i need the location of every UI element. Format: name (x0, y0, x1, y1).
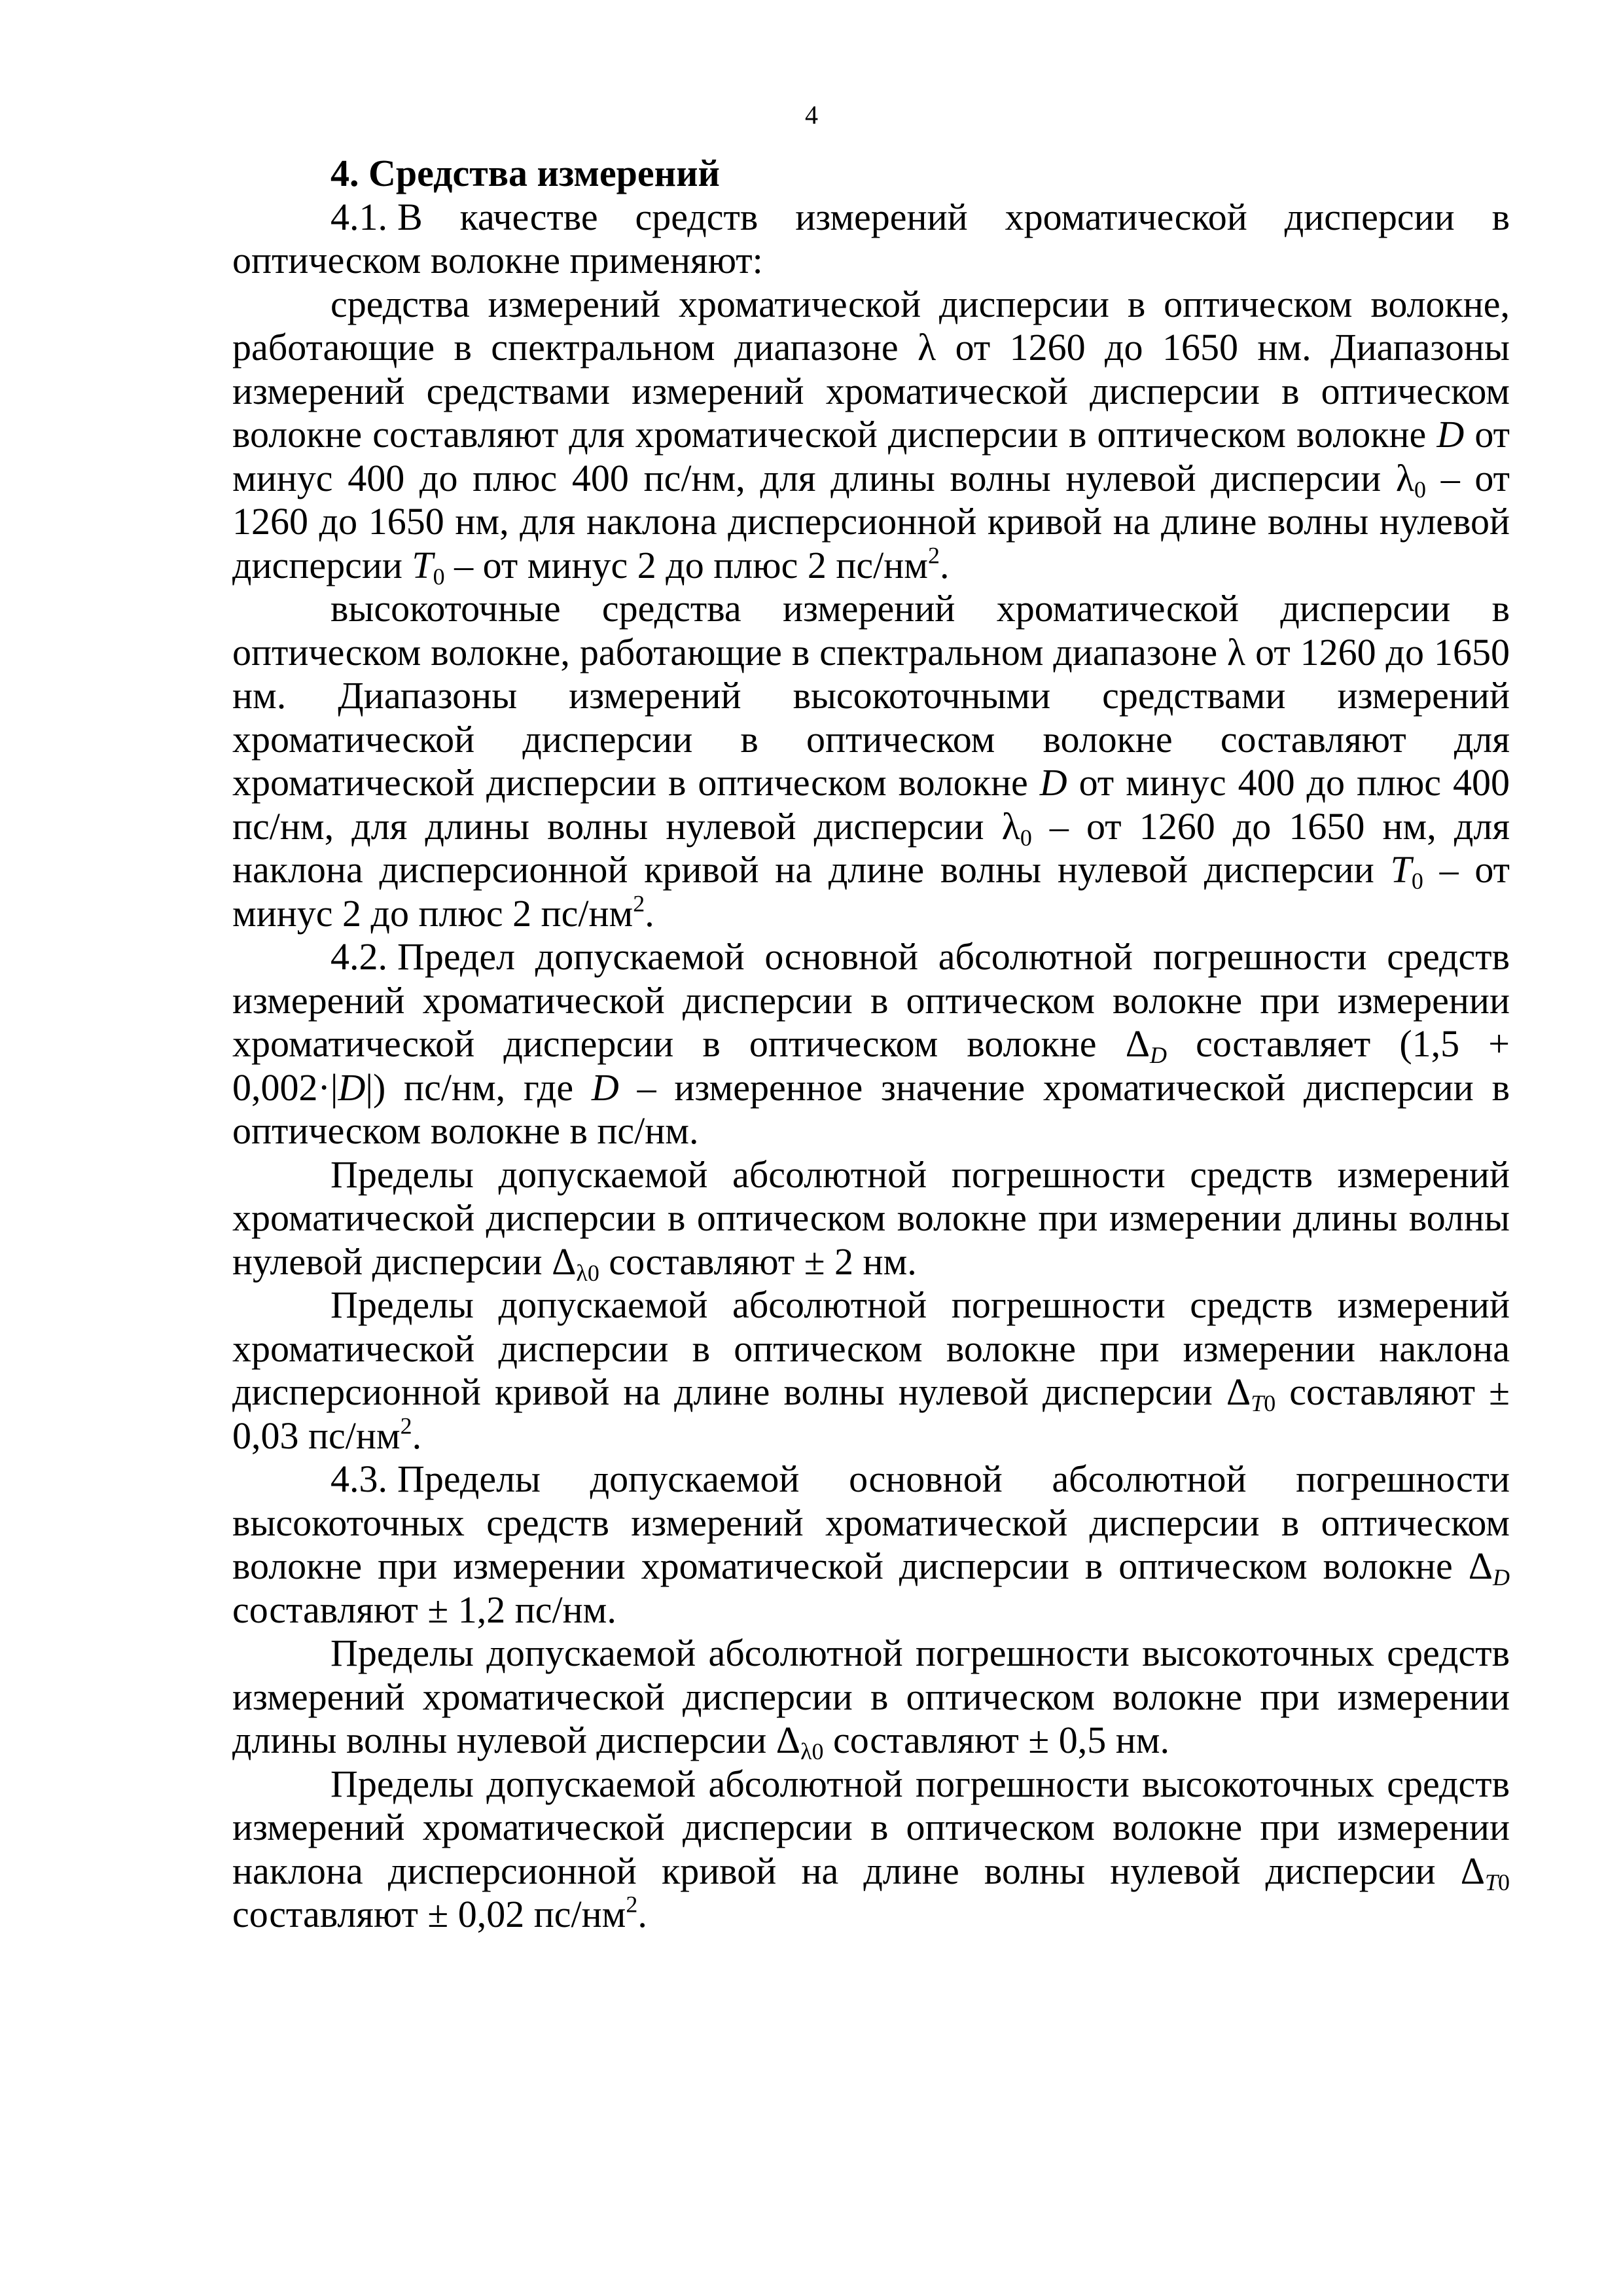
subscript: 0 (1020, 824, 1032, 851)
text-run: Пределы допускаемой абсолютной погрешности высокоточных средств измерений хроматической дисперсии в оптическом волокне при измерении длины волны нулевой дисперсии Δ (232, 1632, 1510, 1761)
superscript: 2 (626, 1891, 638, 1918)
italic-subscript: D (1150, 1042, 1167, 1069)
subscript: 0 (1411, 868, 1423, 895)
paragraph (232, 283, 1510, 588)
italic-symbol: T (412, 543, 433, 586)
italic-symbol: D (591, 1066, 619, 1109)
paragraph-list (232, 196, 1510, 1937)
text-run: составляют ± 2 нм. (599, 1240, 917, 1283)
text-run: от минус 400 до плюс 400 пс/нм, для длины волны нулевой дисперсии λ (232, 761, 1510, 848)
paragraph (232, 1632, 1510, 1763)
paragraph (232, 196, 1510, 283)
section-heading: 4. Средства измерений (330, 152, 720, 194)
text-run: . (645, 891, 654, 935)
clause-number: 4.3. (330, 1458, 387, 1500)
subscript: λ0 (800, 1738, 824, 1765)
text-run: – от минус 2 до плюс 2 пс/нм (444, 543, 928, 586)
text-run: Предел допускаемой основной абсолютной погрешности средств измерений хроматической дисперсии в оптическом волокне при измерении хроматической дисперсии в оптическом волокне Δ (232, 935, 1510, 1065)
text-run: высокоточные средства измерений хроматической дисперсии в оптическом волокне, работающие в спектральном диапазоне λ от 1260 до 1650 нм. Диапазоны измерений высокоточными средствами измерений хроматической дисперсии в оптическом волокне составляют для хроматической дисперсии в оптическом волокне (232, 587, 1510, 804)
italic-subscript: T (1251, 1390, 1264, 1417)
text-run: – от 1260 до 1650 нм, для наклона дисперсионной кривой на длине волны нулевой дисперсии (232, 456, 1510, 586)
superscript: 2 (400, 1412, 412, 1439)
italic-symbol: D (1436, 413, 1465, 456)
subscript: 0 (1498, 1869, 1510, 1895)
paragraph (232, 935, 1510, 1153)
text-run: составляют ± 1,2 пс/нм. (232, 1588, 616, 1631)
superscript: 2 (633, 890, 645, 917)
subscript: 0 (1414, 476, 1426, 503)
italic-symbol: D (1039, 761, 1067, 804)
text-run: от минус 400 до плюс 400 пс/нм, для длины волны нулевой дисперсии λ (232, 413, 1510, 499)
paragraph (232, 1763, 1510, 1937)
text-run: – от 1260 до 1650 нм, для наклона дисперсионной кривой на длине волны нулевой дисперсии (232, 804, 1510, 891)
section-body (232, 152, 1510, 1937)
text-run: . (939, 543, 950, 586)
text-run: Пределы допускаемой абсолютной погрешности средств измерений хроматической дисперсии в оптическом волокне при измерении наклона дисперсионной кривой на длине волны нулевой дисперсии Δ (232, 1283, 1510, 1413)
text-run: – измеренное значение хроматической дисперсии в оптическом волокне в пс/нм. (232, 1066, 1510, 1152)
paragraph (232, 1458, 1510, 1632)
text-run: . (412, 1414, 422, 1457)
text-run: В качестве средств измерений хроматической дисперсии в оптическом волокне применяют: (232, 195, 1510, 281)
superscript: 2 (927, 542, 940, 569)
paragraph (232, 1153, 1510, 1284)
text-run: составляют ± 0,03 пс/нм (232, 1371, 1510, 1457)
text-run: – от минус 2 до плюс 2 пс/нм (232, 848, 1510, 935)
subscript: 0 (1264, 1390, 1276, 1417)
text-run: Пределы допускаемой абсолютной погрешности средств измерений хроматической дисперсии в оптическом волокне при измерении длины волны нулевой дисперсии Δ (232, 1153, 1510, 1283)
text-run: |) пс/нм, где (365, 1066, 592, 1109)
text-run: . (637, 1893, 647, 1935)
paragraph (232, 1283, 1510, 1458)
italic-subscript: T (1485, 1869, 1499, 1895)
text-run: составляет (1,5 + 0,002·| (232, 1022, 1510, 1109)
text-run: Пределы допускаемой абсолютной погрешности высокоточных средств измерений хроматической дисперсии в оптическом волокне при измерении наклона дисперсионной кривой на длине волны нулевой дисперсии Δ (232, 1762, 1510, 1892)
subscript: λ0 (576, 1259, 599, 1286)
subscript: 0 (433, 563, 445, 590)
clause-number: 4.2. (330, 935, 387, 978)
italic-subscript: D (1493, 1564, 1510, 1591)
text-run: составляют ± 0,02 пс/нм (232, 1893, 626, 1935)
text-run: составляют ± 0,5 нм. (823, 1719, 1169, 1761)
page-number: 4 (805, 100, 818, 130)
clause-number: 4.1. (330, 195, 387, 238)
text-run: средства измерений хроматической дисперсии в оптическом волокне, работающие в спектральном диапазоне λ от 1260 до 1650 нм. Диапазоны измерений средствами измерений хроматической дисперсии в оптическом волокне составляют для хроматической дисперсии в оптическом волокне (232, 282, 1510, 456)
paragraph (232, 587, 1510, 935)
text-run: Пределы допускаемой основной абсолютной погрешности высокоточных средств измерений хроматической дисперсии в оптическом волокне при измерении хроматической дисперсии в оптическом волокне Δ (232, 1458, 1510, 1587)
italic-symbol: T (1390, 848, 1412, 891)
italic-symbol: D (338, 1066, 366, 1109)
